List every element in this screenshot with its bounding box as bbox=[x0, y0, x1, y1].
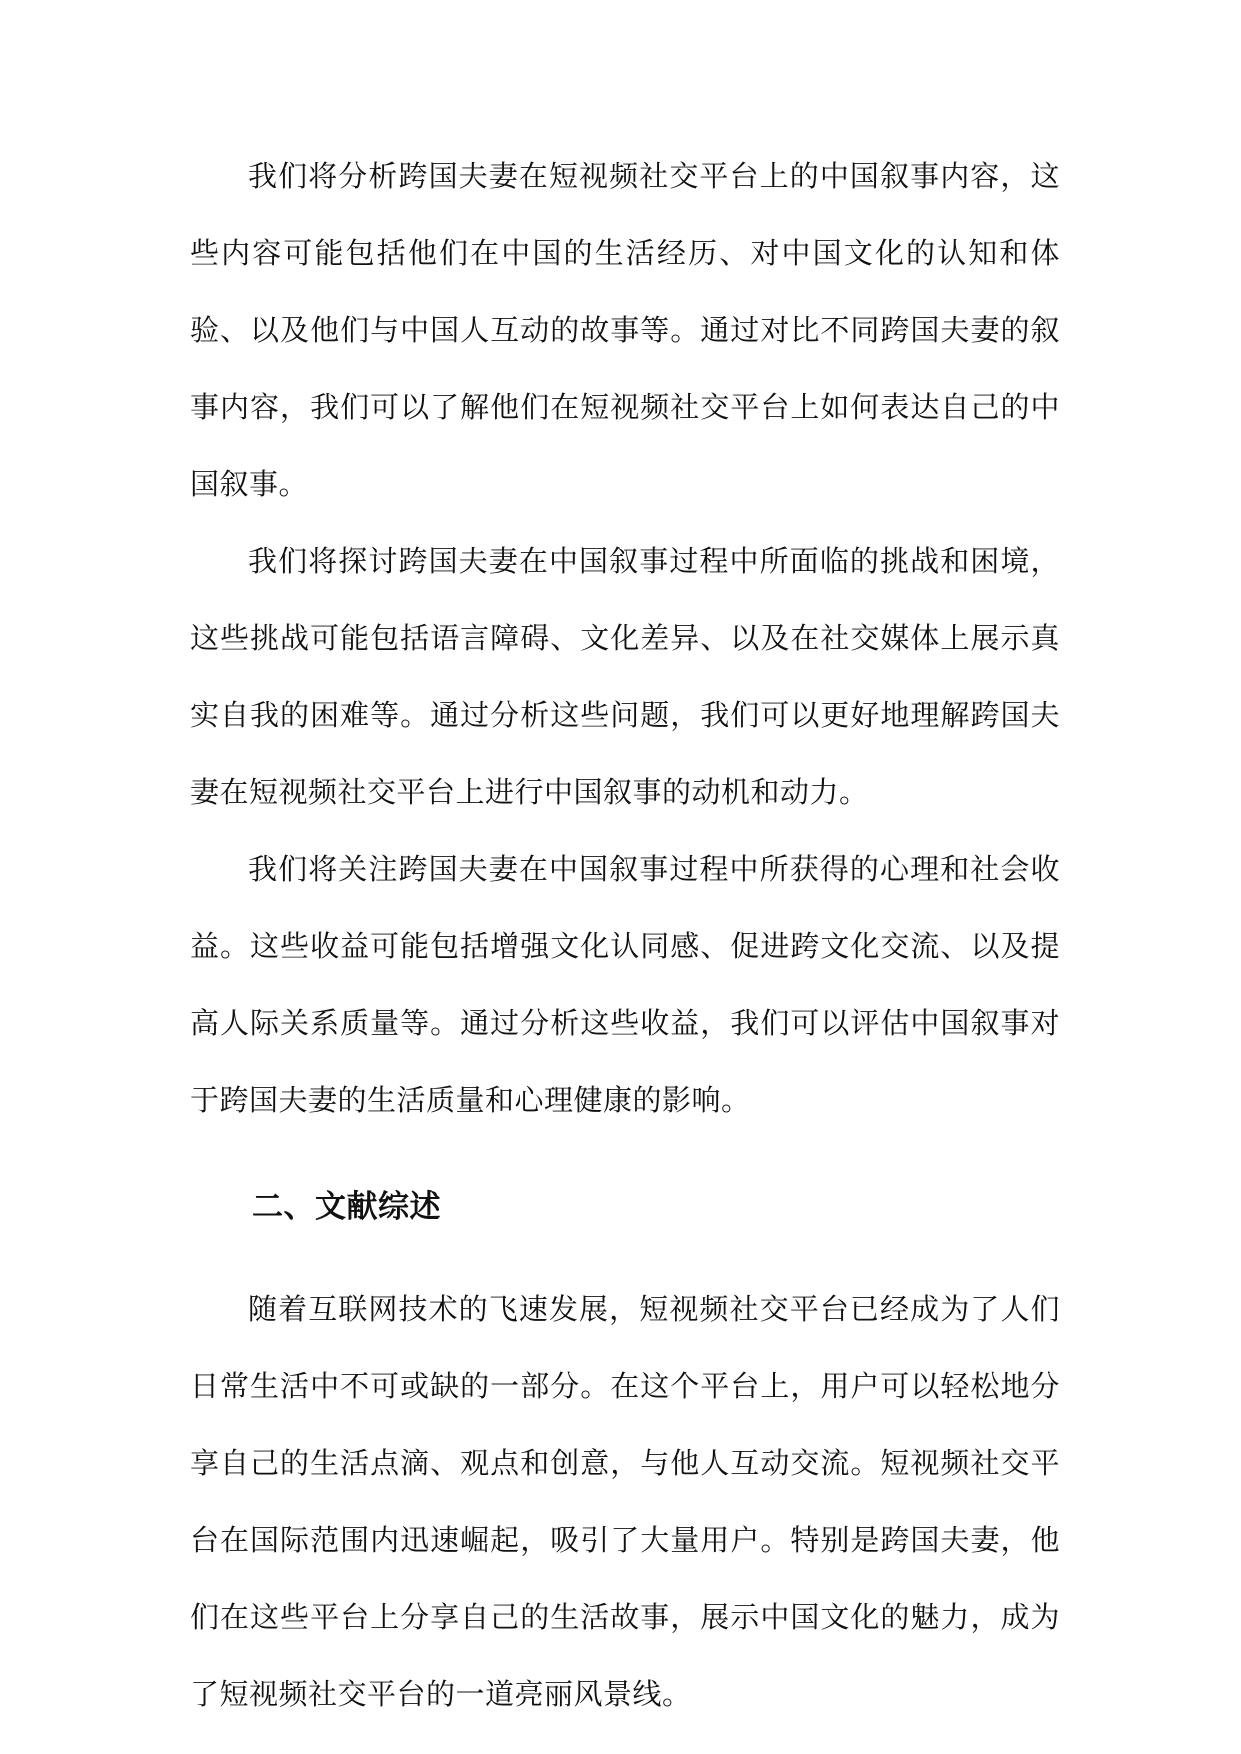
paragraph: 我们将探讨跨国夫妻在中国叙事过程中所面临的挑战和困境，这些挑战可能包括语言障碍、文化差异、以及在社交媒体上展示真实自我的困难等。通过分析这些问题，我们可以更好地理解跨国夫妻在短视频社交平台上进行中国叙事的动机和动力。 bbox=[190, 544, 1060, 809]
section-heading: 二、文献综述 bbox=[252, 1189, 441, 1225]
paragraph: 我们将关注跨国夫妻在中国叙事过程中所获得的心理和社会收益。这些收益可能包括增强文化认同感、促进跨文化交流、以及提高人际关系质量等。通过分析这些收益，我们可以评估中国叙事对于跨国夫妻的生活质量和心理健康的影响。 bbox=[190, 852, 1060, 1117]
paragraph: 我们将分析跨国夫妻在短视频社交平台上的中国叙事内容，这些内容可能包括他们在中国的生活经历、对中国文化的认知和体验、以及他们与中国人互动的故事等。通过对比不同跨国夫妻的叙事内容，我们可以了解他们在短视频社交平台上如何表达自己的中国叙事。 bbox=[190, 159, 1060, 501]
paragraph: 随着互联网技术的飞速发展，短视频社交平台已经成为了人们日常生活中不可或缺的一部分。在这个平台上，用户可以轻松地分享自己的生活点滴、观点和创意，与他人互动交流。短视频社交平台在国际范围内迅速崛起，吸引了大量用户。特别是跨国夫妻，他们在这些平台上分享自己的生活故事，展示中国文化的魅力，成为了短视频社交平台的一道亮丽风景线。 bbox=[190, 1292, 1060, 1711]
document-body bbox=[190, 138, 1060, 1733]
